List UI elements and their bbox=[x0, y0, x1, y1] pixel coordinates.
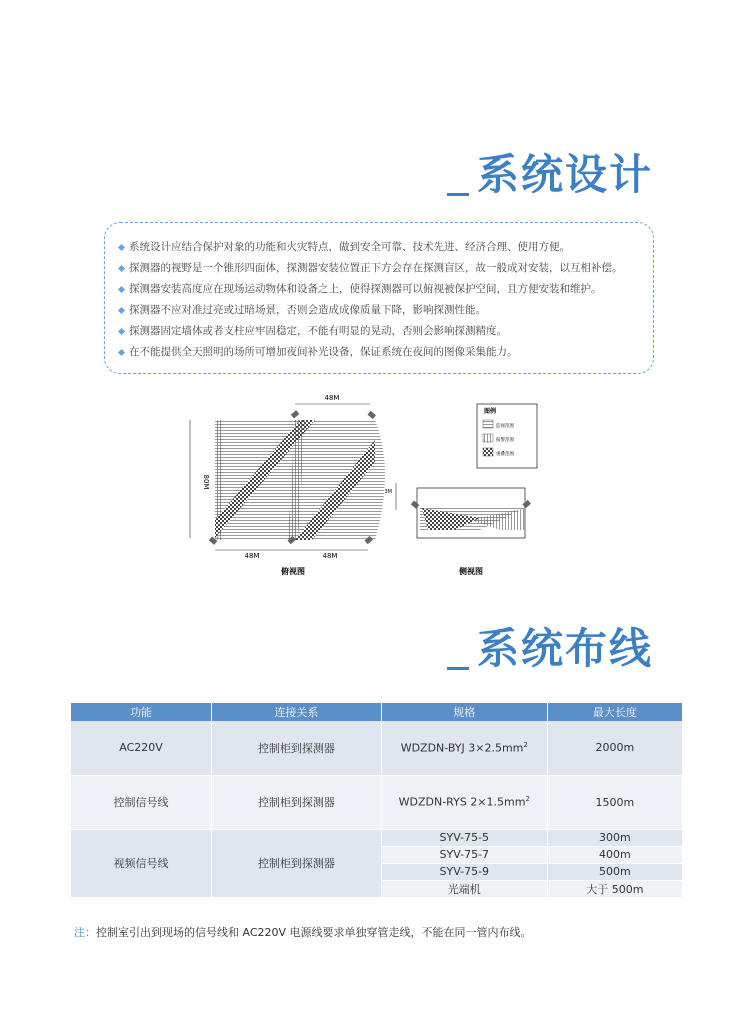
cell-relation: 控制柜到探测器 bbox=[212, 721, 382, 775]
detector-icon bbox=[367, 411, 376, 419]
cell-function: 控制信号线 bbox=[71, 775, 212, 829]
top-dimension-label: 48M bbox=[324, 394, 340, 402]
list-item: 探测器安装高度应在现场运动物体和设备之上，使得探测器可以俯视被保护空间，且方便安装和维护。 bbox=[119, 279, 641, 300]
monitor-area-edge bbox=[375, 420, 385, 540]
bullet-icon bbox=[118, 328, 125, 335]
side-height-label: 3M bbox=[384, 489, 392, 495]
legend-label: 监视范围 bbox=[496, 424, 514, 429]
bullet-icon bbox=[118, 265, 125, 272]
bullet-icon bbox=[118, 349, 125, 356]
legend-label: 重叠范围 bbox=[496, 452, 514, 457]
legend bbox=[477, 404, 537, 468]
cell-spec: WDZDN-RYS $2\times 1.5mm^2$ bbox=[381, 775, 547, 829]
bottom-dimension-label-2: 48M bbox=[322, 552, 338, 560]
top-view-caption: 俯视图 bbox=[281, 567, 305, 576]
bottom-dimension-label-1: 48M bbox=[244, 552, 260, 560]
table-header-row bbox=[71, 703, 683, 721]
cell-spec: 光端机 bbox=[381, 880, 547, 897]
section-title-text: 系统设计 bbox=[477, 150, 654, 199]
list-item: 探测器固定墙体或者支柱应牢固稳定，不能有明显的晃动，否则会影响探测精度。 bbox=[119, 321, 641, 342]
column-header: 连接关系 bbox=[212, 703, 382, 721]
cell-length: 400m bbox=[547, 846, 682, 863]
cell-function: 视频信号线 bbox=[71, 829, 212, 897]
cell-spec: SYV-75-5 bbox=[381, 829, 547, 846]
section-title-text: 系统布线 bbox=[477, 624, 654, 673]
cell-length: 300m bbox=[547, 829, 682, 846]
section-title-wiring bbox=[447, 616, 653, 676]
table-row bbox=[71, 721, 683, 775]
cell-spec: WDZDN-BYJ $3\times 2.5mm^2$ bbox=[381, 721, 547, 775]
legend-swatch-alarm bbox=[483, 434, 493, 442]
design-requirements-box bbox=[104, 222, 654, 374]
cell-relation: 控制柜到探测器 bbox=[212, 775, 382, 829]
legend-label: 报警范围 bbox=[496, 438, 514, 443]
cell-length: 1500m bbox=[547, 775, 682, 829]
design-requirements-list bbox=[119, 237, 641, 363]
note-text: 控制室引出到现场的信号线和 AC220V 电源线要求单独穿管走线，不能在同一管内布线。 bbox=[96, 926, 532, 939]
cell-length: 500m bbox=[547, 863, 682, 880]
legend-swatch-monitor bbox=[483, 420, 493, 428]
wiring-note bbox=[74, 924, 532, 940]
column-header: 最大长度 bbox=[547, 703, 682, 721]
table-row bbox=[71, 775, 683, 829]
detector-icon bbox=[291, 410, 300, 418]
bullet-icon bbox=[118, 286, 125, 293]
bullet-icon bbox=[118, 307, 125, 314]
section-title-design bbox=[447, 142, 653, 202]
detector-layout-diagram bbox=[180, 390, 580, 590]
cell-spec: SYV-75-7 bbox=[381, 846, 547, 863]
cell-function: AC220V bbox=[71, 721, 212, 775]
title-accent-bar bbox=[447, 667, 469, 670]
legend-swatch-overlap bbox=[483, 448, 493, 456]
list-item: 探测器的视野是一个锥形四面体，探测器安装位置正下方会存在探测盲区，故一般成对安装，以互相补偿。 bbox=[119, 258, 641, 279]
left-dimension-label: 80M bbox=[202, 474, 210, 490]
wiring-spec-table bbox=[71, 703, 683, 898]
legend-title: 图例 bbox=[484, 408, 497, 415]
title-accent-bar bbox=[447, 193, 469, 196]
note-label: 注： bbox=[74, 926, 96, 939]
top-view bbox=[190, 394, 385, 576]
cell-length: 大于 500m bbox=[547, 880, 682, 897]
column-header: 规格 bbox=[381, 703, 547, 721]
table-row bbox=[71, 829, 683, 846]
bullet-icon bbox=[118, 244, 125, 251]
column-header: 功能 bbox=[71, 703, 212, 721]
cell-spec: SYV-75-9 bbox=[381, 863, 547, 880]
side-view-caption: 侧视图 bbox=[459, 567, 483, 576]
side-view bbox=[385, 483, 531, 576]
cell-length: 2000m bbox=[547, 721, 682, 775]
cell-relation: 控制柜到探测器 bbox=[212, 829, 382, 897]
list-item: 系统设计应结合保护对象的功能和火灾特点，做到安全可靠、技术先进、经济合理、使用方便。 bbox=[119, 237, 641, 258]
list-item: 在不能提供全天照明的场所可增加夜间补光设备，保证系统在夜间的图像采集能力。 bbox=[119, 342, 641, 363]
list-item: 探测器不应对准过亮或过暗场景，否则会造成成像质量下降，影响探测性能。 bbox=[119, 300, 641, 321]
